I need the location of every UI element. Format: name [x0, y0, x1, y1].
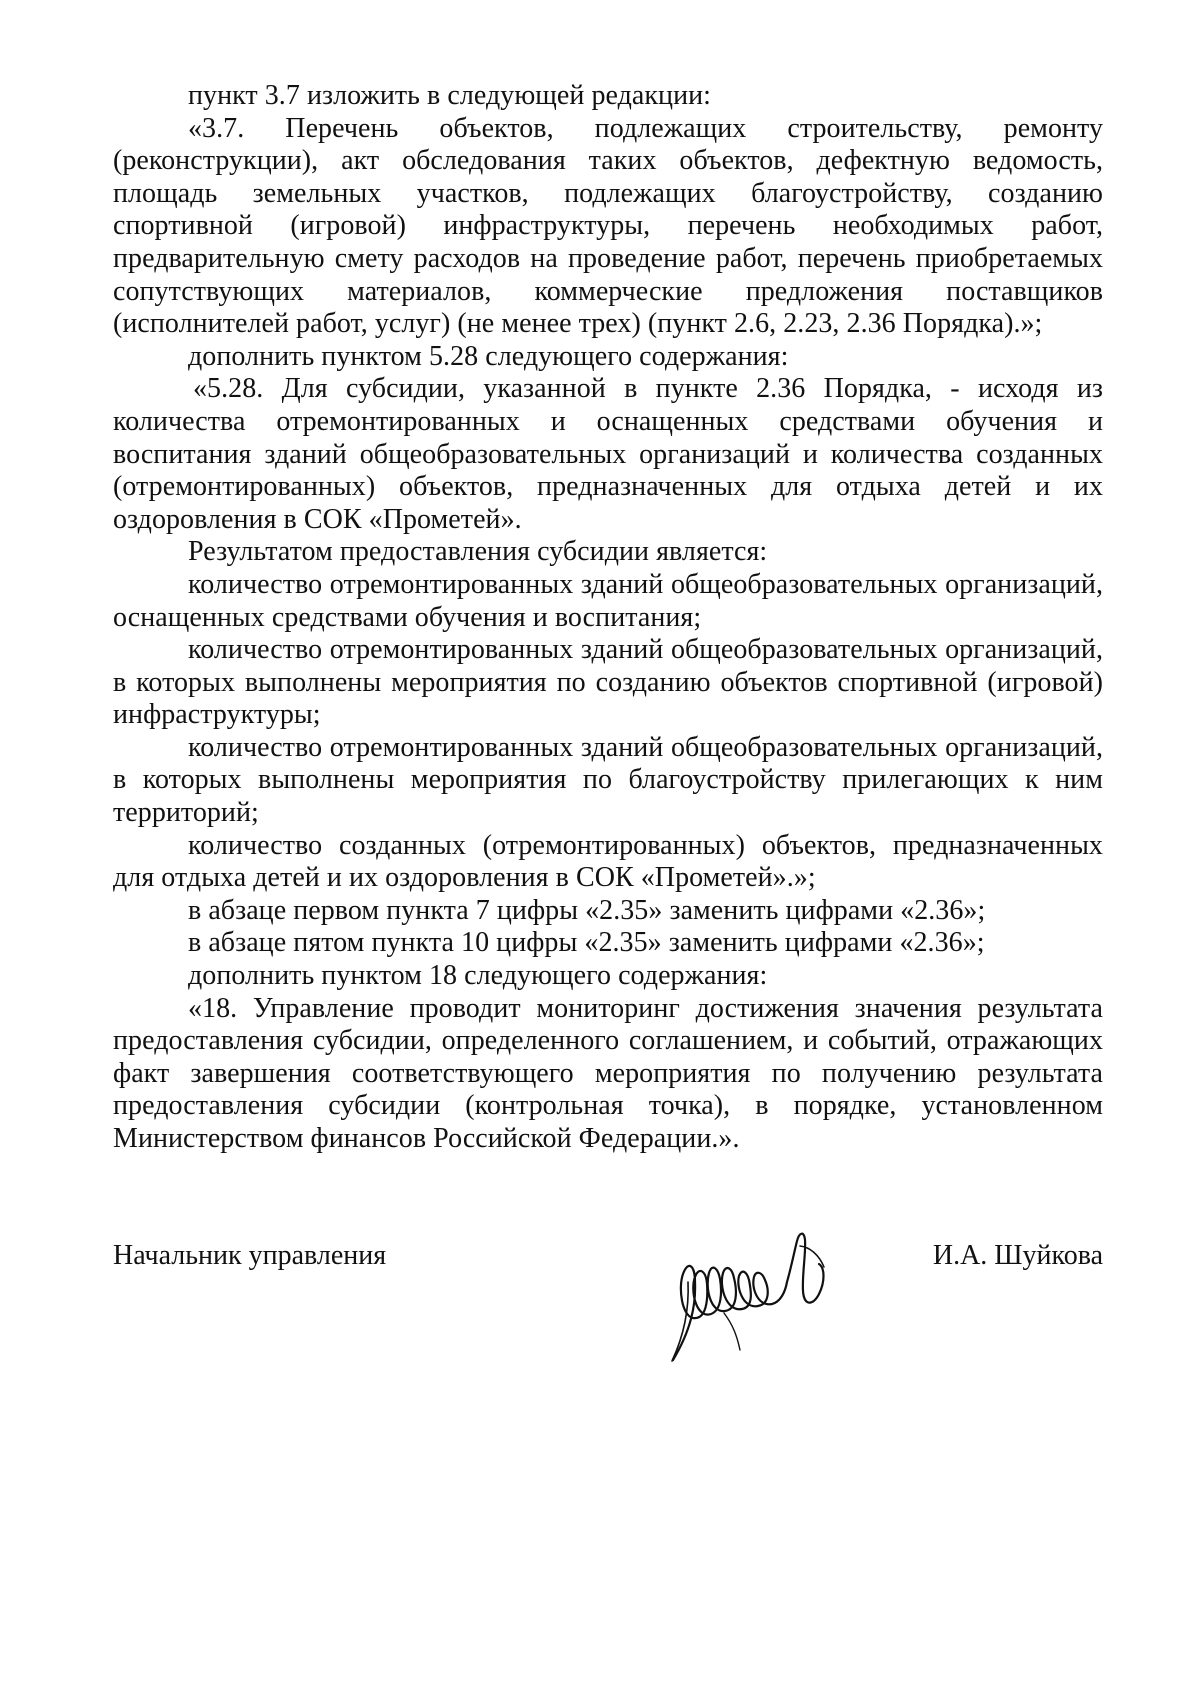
- paragraph-result-2: количество отремонтированных зданий общеобразовательных организаций, в которых выполнены мероприятия по созданию объектов спортивной (игровой) инфраструктуры;: [113, 634, 1103, 731]
- paragraph-result-3: количество отремонтированных зданий общеобразовательных организаций, в которых выполнены мероприятия по благоустройству прилегающих к ним территорий;: [113, 731, 1103, 829]
- signatory-title: Начальник управления: [113, 1240, 387, 1271]
- paragraph-item-18-text: «18. Управление проводит мониторинг достижения значения результата предоставления субсидии, определенного соглашением, и событий, отражающих факт завершения соответствующего мероприятия по получению результата предоставления субсидии (контрольная точка), в порядке, установленном Министерством финансов Российской Федерации.».: [113, 992, 1103, 1154]
- paragraph-result-1: количество отремонтированных зданий общеобразовательных организаций, оснащенных средствами обучения и воспитания;: [113, 568, 1103, 633]
- paragraph-item-10-change: в абзаце пятом пункта 10 цифры «2.35» заменить цифрами «2.36»;: [188, 927, 985, 959]
- handwritten-signature: [633, 1210, 873, 1400]
- paragraph-result-heading: Результатом предоставления субсидии является:: [188, 536, 768, 568]
- paragraph-item-5-28-text: «5.28. Для субсидии, указанной в пункте 2.36 Порядка, - исходя из количества отремонтированных и оснащенных средствами обучения и воспитания зданий общеобразовательных организаций и количества созданных (отремонтированных) объектов, предназначенных для отдыха детей и их оздоровления в СОК «Прометей».: [113, 373, 1103, 535]
- paragraph-item-7-change: в абзаце первом пункта 7 цифры «2.35» заменить цифрами «2.36»;: [188, 894, 986, 926]
- document-body: [113, 80, 1103, 1156]
- paragraph-add-5-28-intro: дополнить пунктом 5.28 следующего содержания:: [188, 340, 789, 372]
- signature-block: [113, 1240, 1103, 1410]
- paragraph-item-3-7-intro: пункт 3.7 изложить в следующей редакции:: [188, 80, 711, 111]
- paragraph-add-18-intro: дополнить пунктом 18 следующего содержания:: [188, 960, 768, 992]
- signatory-name: И.А. Шуйкова: [932, 1240, 1103, 1271]
- paragraph-result-4: количество созданных (отремонтированных) объектов, предназначенных для отдыха детей и их оздоровления в СОК «Прометей».»;: [113, 829, 1103, 894]
- paragraph-item-3-7-text: «3.7. Перечень объектов, подлежащих строительству, ремонту (реконструкции), акт обследования таких объектов, дефектную ведомость, площадь земельных участков, подлежащих благоустройству, созданию спортивной (игровой) инфраструктуры, перечень необходимых работ, предварительную смету расходов на проведение работ, перечень приобретаемых сопутствующих материалов, коммерческие предложения поставщиков (исполнителей работ, услуг) (не менее трех) (пункт 2.6, 2.23, 2.36 Порядка).»;: [113, 112, 1103, 340]
